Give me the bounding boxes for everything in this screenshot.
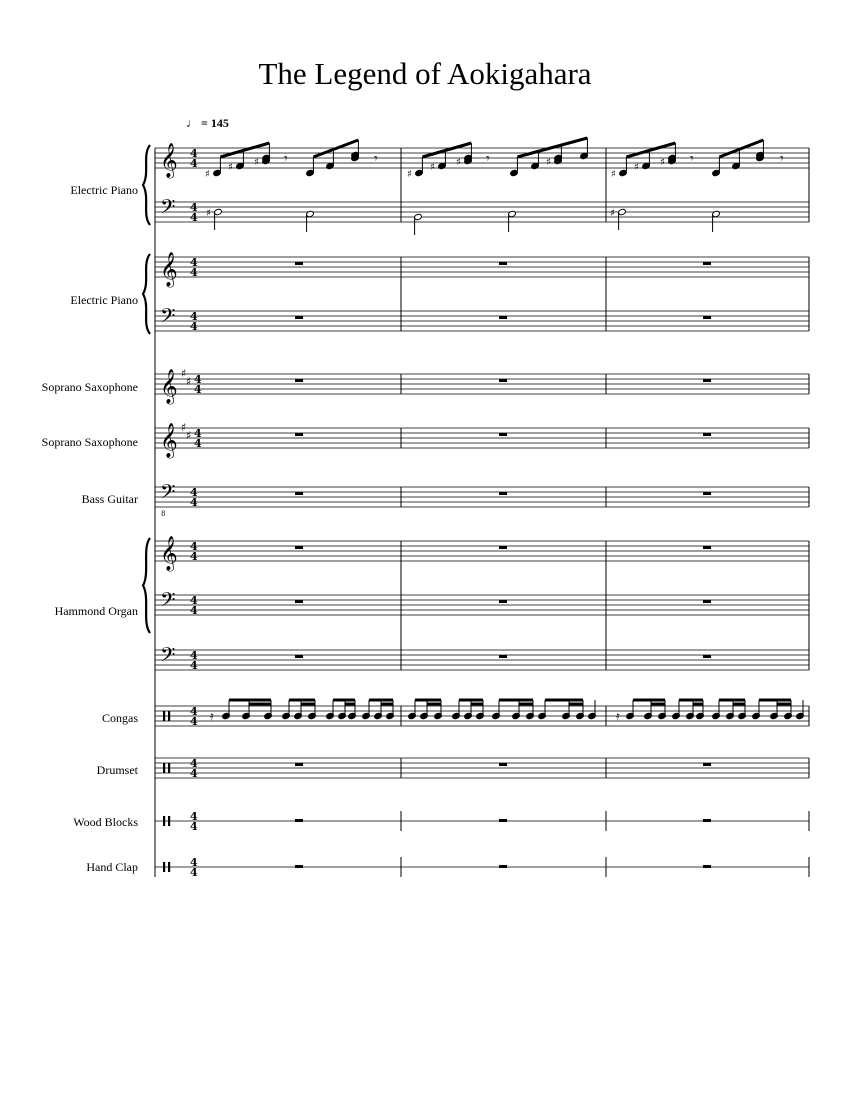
- bass-clef-icon: 𝄢: [160, 643, 176, 671]
- time-signature-denominator: 4: [190, 550, 198, 563]
- time-signature-denominator: 4: [190, 320, 198, 333]
- eighth-rest-icon: 𝄾: [486, 151, 490, 167]
- sharp-accidental-icon: ♯: [254, 157, 259, 168]
- sharp-accidental-icon: ♯: [206, 208, 211, 219]
- sharp-accidental-icon: ♯: [634, 162, 639, 173]
- time-signature-denominator: 4: [190, 820, 198, 833]
- whole-rest: [703, 600, 711, 603]
- treble-clef-icon: 𝄞: [160, 423, 178, 458]
- time-signature-numerator: 4: [190, 757, 198, 770]
- treble-clef-icon: 𝄞: [160, 252, 178, 287]
- whole-rest: [703, 655, 711, 658]
- sharp-accidental-icon: ♯: [205, 169, 210, 180]
- instrument-name-electric-piano-2: Electric Piano: [70, 293, 138, 307]
- eighth-rest-icon: 𝄾: [374, 151, 378, 167]
- sharp-accidental-icon: ♯: [660, 157, 665, 168]
- sharp-accidental-icon: ♯: [181, 421, 187, 434]
- sixteenth-rest-icon: 𝄿: [616, 709, 620, 723]
- sharp-accidental-icon: ♯: [611, 169, 616, 180]
- beam: [517, 138, 587, 157]
- whole-rest: [499, 316, 507, 319]
- time-signature-numerator: 4: [190, 705, 198, 718]
- percussion-clef-icon: [163, 816, 165, 826]
- sharp-accidental-icon: ♯: [456, 157, 461, 168]
- time-signature-numerator: 4: [190, 810, 198, 823]
- whole-rest: [499, 379, 507, 382]
- beam: [220, 143, 269, 157]
- time-signature-numerator: 4: [190, 310, 198, 323]
- whole-rest: [295, 492, 303, 495]
- eighth-rest-icon: 𝄾: [780, 151, 784, 167]
- time-signature-numerator: 4: [190, 856, 198, 869]
- bass-clef-icon: 𝄢: [160, 480, 176, 508]
- treble-clef-icon: 𝄞: [160, 536, 178, 571]
- page-title: The Legend of Aokigahara: [258, 56, 592, 91]
- time-signature-denominator: 4: [194, 383, 202, 396]
- percussion-clef-icon: [168, 816, 170, 826]
- instrument-name-hand-clap: Hand Clap: [86, 860, 138, 874]
- time-signature-denominator: 4: [190, 715, 198, 728]
- time-signature-numerator: 4: [190, 594, 198, 607]
- whole-rest: [295, 655, 303, 658]
- time-signature-denominator: 4: [190, 266, 198, 279]
- whole-rest: [295, 763, 303, 766]
- tempo-value: = 145: [201, 116, 229, 130]
- whole-rest: [703, 492, 711, 495]
- bass-clef-icon: 𝄢: [160, 304, 176, 332]
- instrument-name-bass-guitar: Bass Guitar: [81, 492, 138, 506]
- quarter-note-glyph: ♩: [186, 116, 198, 130]
- whole-rest: [295, 433, 303, 436]
- whole-rest: [295, 262, 303, 265]
- instrument-name-wood-blocks: Wood Blocks: [73, 815, 138, 829]
- whole-rest: [703, 433, 711, 436]
- time-signature-denominator: 4: [190, 767, 198, 780]
- whole-rest: [499, 492, 507, 495]
- sharp-accidental-icon: ♯: [407, 169, 412, 180]
- percussion-clef-icon: [168, 862, 170, 872]
- sharp-accidental-icon: ♯: [430, 162, 435, 173]
- whole-rest: [295, 600, 303, 603]
- whole-rest: [499, 865, 507, 868]
- sharp-accidental-icon: ♯: [181, 367, 187, 380]
- whole-rest: [703, 865, 711, 868]
- time-signature-denominator: 4: [190, 866, 198, 879]
- whole-rest: [295, 819, 303, 822]
- time-signature-numerator: 4: [190, 256, 198, 269]
- sixteenth-rest-icon: 𝄿: [210, 709, 214, 723]
- percussion-clef-icon: [168, 711, 170, 721]
- time-signature-denominator: 4: [190, 157, 198, 170]
- whole-rest: [499, 763, 507, 766]
- time-signature-numerator: 4: [190, 486, 198, 499]
- brace: [143, 538, 150, 633]
- whole-rest: [499, 600, 507, 603]
- whole-rest: [703, 819, 711, 822]
- whole-rest: [499, 546, 507, 549]
- sharp-accidental-icon: ♯: [186, 375, 192, 388]
- percussion-clef-icon: [163, 862, 165, 872]
- sharp-accidental-icon: ♯: [546, 157, 551, 168]
- whole-rest: [295, 316, 303, 319]
- instrument-name-congas: Congas: [102, 711, 138, 725]
- time-signature-denominator: 4: [190, 211, 198, 224]
- beam: [626, 143, 675, 157]
- percussion-clef-icon: [168, 763, 170, 773]
- time-signature-numerator: 4: [194, 373, 202, 386]
- brace: [143, 145, 150, 225]
- whole-rest: [499, 655, 507, 658]
- eighth-rest-icon: 𝄾: [690, 151, 694, 167]
- instrument-name-soprano-sax-2: Soprano Saxophone: [41, 435, 138, 449]
- instrument-name-electric-piano-1: Electric Piano: [70, 183, 138, 197]
- whole-rest: [499, 433, 507, 436]
- time-signature-denominator: 4: [190, 659, 198, 672]
- whole-rest: [499, 262, 507, 265]
- instrument-name-soprano-sax-1: Soprano Saxophone: [41, 380, 138, 394]
- bass-clef-icon: 𝄢: [160, 195, 176, 223]
- bass-clef-icon: 𝄢: [160, 588, 176, 616]
- beam: [422, 143, 471, 157]
- brace: [143, 254, 150, 334]
- whole-rest: [295, 546, 303, 549]
- treble-clef-icon: 𝄞: [160, 143, 178, 178]
- whole-rest: [295, 865, 303, 868]
- sharp-accidental-icon: ♯: [610, 208, 615, 219]
- time-signature-numerator: 4: [190, 540, 198, 553]
- time-signature-denominator: 4: [190, 496, 198, 509]
- whole-rest: [703, 546, 711, 549]
- time-signature-numerator: 4: [190, 201, 198, 214]
- whole-rest: [703, 379, 711, 382]
- sharp-accidental-icon: ♯: [186, 429, 192, 442]
- eighth-rest-icon: 𝄾: [284, 151, 288, 167]
- instrument-name-hammond-organ: Hammond Organ: [54, 604, 138, 618]
- octave-mark: 8: [161, 510, 166, 518]
- whole-rest: [499, 819, 507, 822]
- time-signature-numerator: 4: [194, 427, 202, 440]
- time-signature-denominator: 4: [194, 437, 202, 450]
- percussion-clef-icon: [163, 711, 165, 721]
- time-signature-numerator: 4: [190, 649, 198, 662]
- instrument-name-drumset: Drumset: [96, 763, 138, 777]
- whole-rest: [295, 379, 303, 382]
- time-signature-denominator: 4: [190, 604, 198, 617]
- sharp-accidental-icon: ♯: [228, 162, 233, 173]
- time-signature-numerator: 4: [190, 147, 198, 160]
- whole-rest: [703, 763, 711, 766]
- whole-rest: [703, 262, 711, 265]
- whole-rest: [703, 316, 711, 319]
- percussion-clef-icon: [163, 763, 165, 773]
- treble-clef-icon: 𝄞: [160, 369, 178, 404]
